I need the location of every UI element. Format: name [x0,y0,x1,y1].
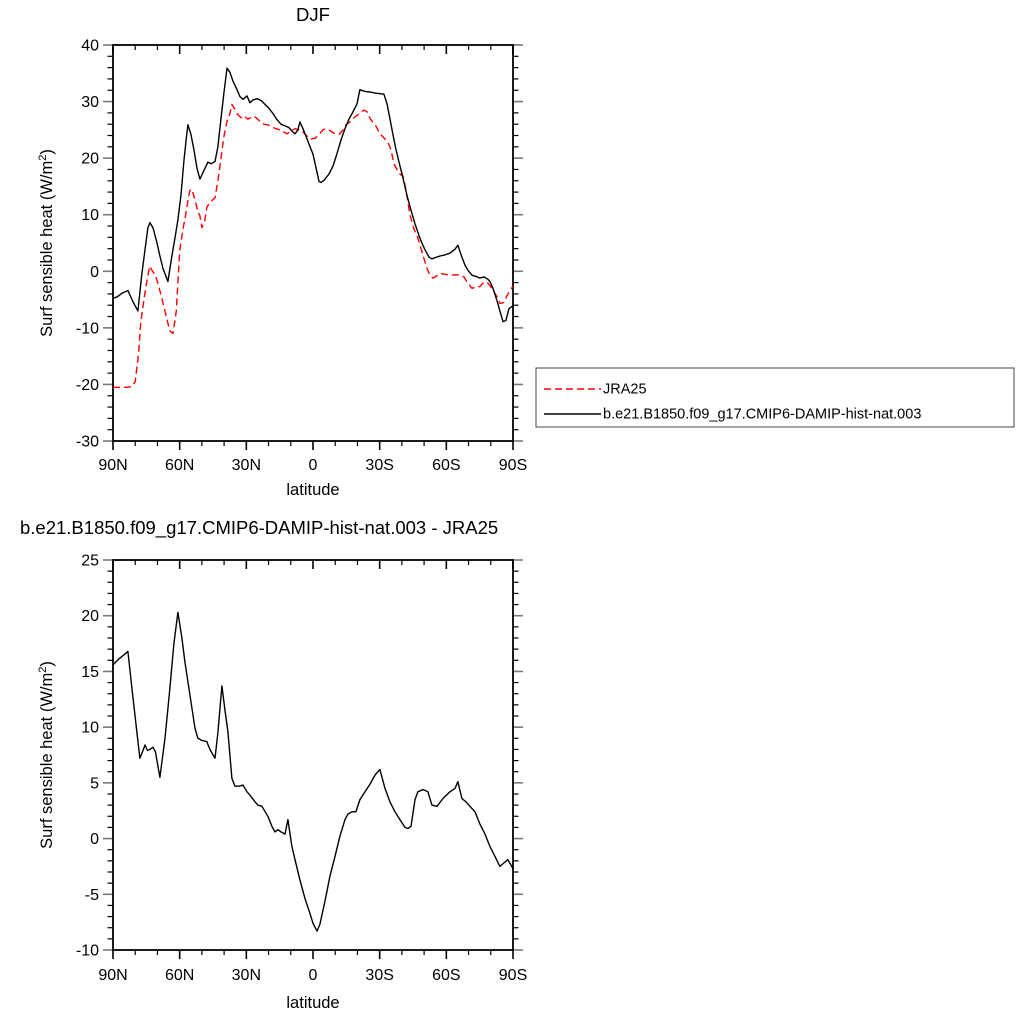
x-tick-label: 0 [308,457,318,474]
y-tick-label: 0 [90,831,99,849]
x-tick-label: 30S [365,967,394,984]
y-tick-label: 5 [90,775,99,793]
x-tick-label: 90S [498,967,528,984]
y-tick-label: 25 [81,552,99,570]
y-tick-label: 20 [81,608,99,626]
x-tick-label: 30N [231,457,262,474]
x-tick-label: 60N [164,967,195,984]
legend [536,368,1014,427]
y-tick-label: 10 [81,207,99,225]
series-line-model [113,68,513,321]
x-tick-label: 90S [498,457,528,474]
y-tick-label: 30 [81,94,99,112]
x-tick-label: 60N [164,457,195,474]
y-tick-label: 40 [81,37,99,55]
x-tick-label: 60S [432,967,461,984]
x-tick-label: 90N [98,457,128,474]
y-axis-label: Surf sensible heat $(W/m^2)$ [37,149,56,337]
x-tick-label: 30N [231,967,262,984]
y-tick-label: 15 [81,663,99,681]
x-axis-label: latitude [286,481,340,499]
plot-frame [113,45,513,441]
chart-title: b.e21.B1850.f09_g17.CMIP6-DAMIP-hist-nat.003 - JRA25 [20,517,499,538]
x-tick-label: 60S [432,457,461,474]
y-tick-label: 10 [81,719,99,737]
x-tick-label: 30S [365,457,394,474]
y-tick-label: 20 [81,150,99,168]
y-tick-label: 0 [90,263,99,281]
x-tick-label: 90N [98,967,128,984]
y-tick-label: -20 [75,376,99,394]
y-axis-label: Surf sensible heat $(W/m^2)$ [37,661,56,849]
y-tick-label: -10 [75,942,99,960]
x-axis-label: latitude [286,994,340,1012]
legend-label: JRA25 [603,381,647,398]
chart-title: DJF [296,4,330,25]
plot-frame [113,560,513,950]
chart-bottom [20,517,527,1012]
chart-top [37,4,1014,499]
y-tick-label: -30 [75,433,99,451]
legend-label: b.e21.B1850.f09_g17.CMIP6-DAMIP-hist-nat.003 [603,406,922,423]
series-line-difference [113,612,513,931]
x-tick-label: 0 [308,967,318,984]
y-tick-label: -5 [84,886,99,904]
y-tick-label: -10 [75,320,99,338]
